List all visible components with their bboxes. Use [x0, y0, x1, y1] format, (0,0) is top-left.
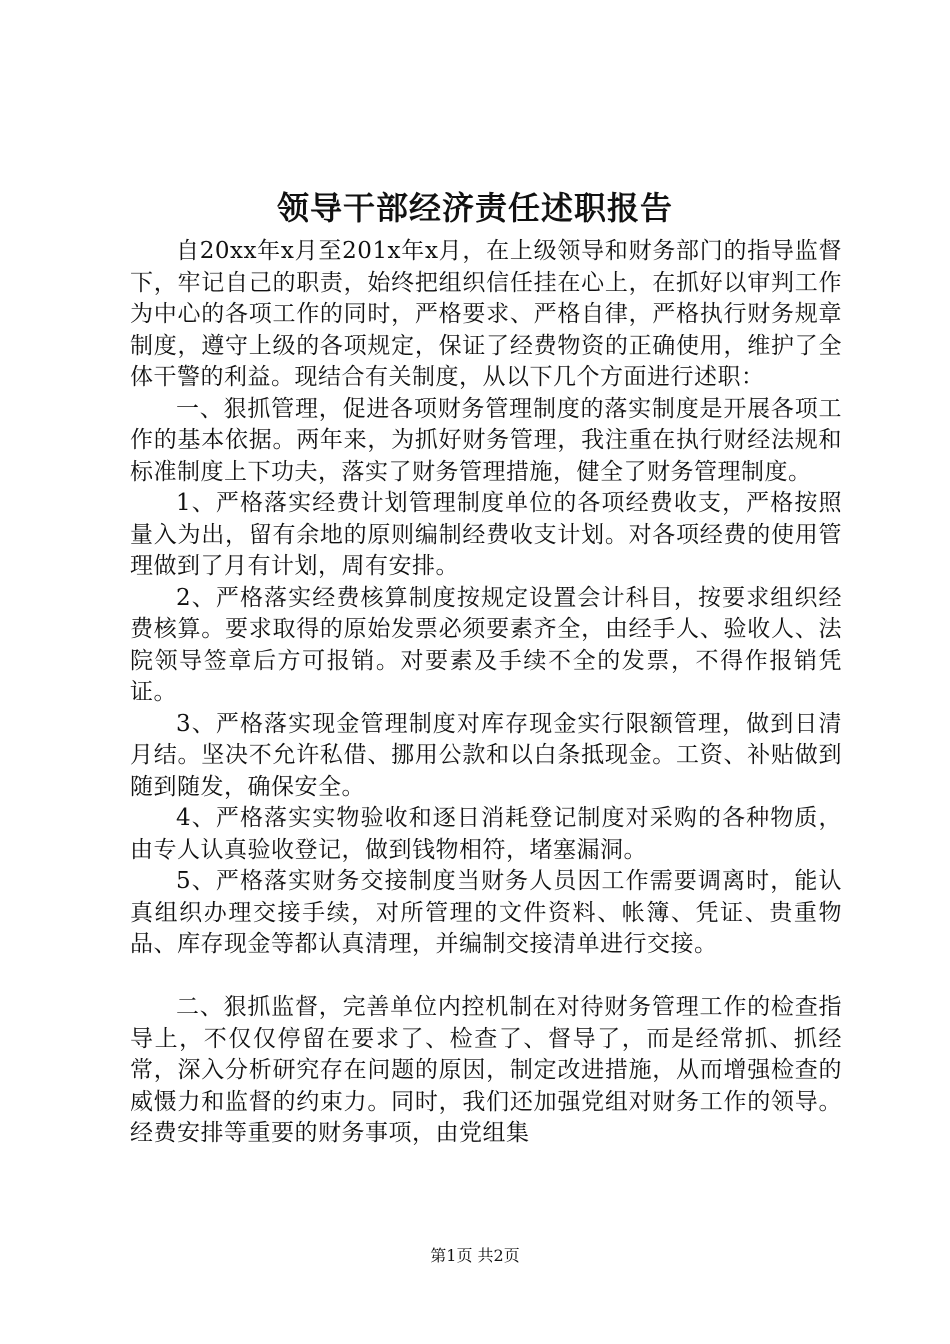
- paragraph-item-3: 3、严格落实现金管理制度对库存现金实行限额管理，做到日清月结。坚决不允许私借、挪用公款和以白条抵现金。工资、补贴做到随到随发，确保安全。: [130, 710, 842, 800]
- paragraph-item-5: 5、严格落实财务交接制度当财务人员因工作需要调离时，能认真组织办理交接手续，对所管理的文件资料、帐簿、凭证、贵重物品、库存现金等都认真清理，并编制交接清单进行交接。: [130, 868, 842, 957]
- document-body: [130, 236, 842, 1150]
- paragraph-section-1: 一、狠抓管理，促进各项财务管理制度的落实制度是开展各项工作的基本依据。两年来，为抓好财务管理，我注重在执行财经法规和标准制度上下功夫，落实了财务管理措施，健全了财务管理制度。: [130, 395, 842, 485]
- paragraph-item-2: 2、严格落实经费核算制度按规定设置会计科目，按要求组织经费核算。要求取得的原始发票必须要素齐全，由经手人、验收人、法院领导签章后方可报销。对要素及手续不全的发票，不得作报销凭证。: [130, 584, 842, 705]
- paragraph-item-4: 4、严格落实实物验收和逐日消耗登记制度对采购的各种物质，由专人认真验收登记，做到钱物相符，堵塞漏洞。: [130, 805, 842, 863]
- paragraph-intro: 自20xx年x月至201x年x月，在上级领导和财务部门的指导监督下，牢记自己的职责，始终把组织信任挂在心上，在抓好以审判工作为中心的各项工作的同时，严格要求、严格自律，严格执行财务规章制度，遵守上级的各项规定，保证了经费物资的正确使用，维护了全体干警的利益。现结合有关制度，从以下几个方面进行述职：: [130, 238, 842, 390]
- paragraph-item-1: 1、严格落实经费计划管理制度单位的各项经费收支，严格按照量入为出，留有余地的原则编制经费收支计划。对各项经费的使用管理做到了月有计划，周有安排。: [130, 490, 842, 579]
- paragraph-section-2: 二、狠抓监督，完善单位内控机制在对待财务管理工作的检查指导上，不仅仅停留在要求了、检查了、督导了，而是经常抓、抓经常，深入分析研究存在问题的原因，制定改进措施，从而增强检查的威慑力和监督的约束力。同时，我们还加强党组对财务工作的领导。经费安排等重要的财务事项，由党组集: [130, 994, 842, 1146]
- document-title: 领导干部经济责任述职报告: [276, 189, 673, 227]
- page-number-footer: 第1页 共2页: [430, 1246, 520, 1265]
